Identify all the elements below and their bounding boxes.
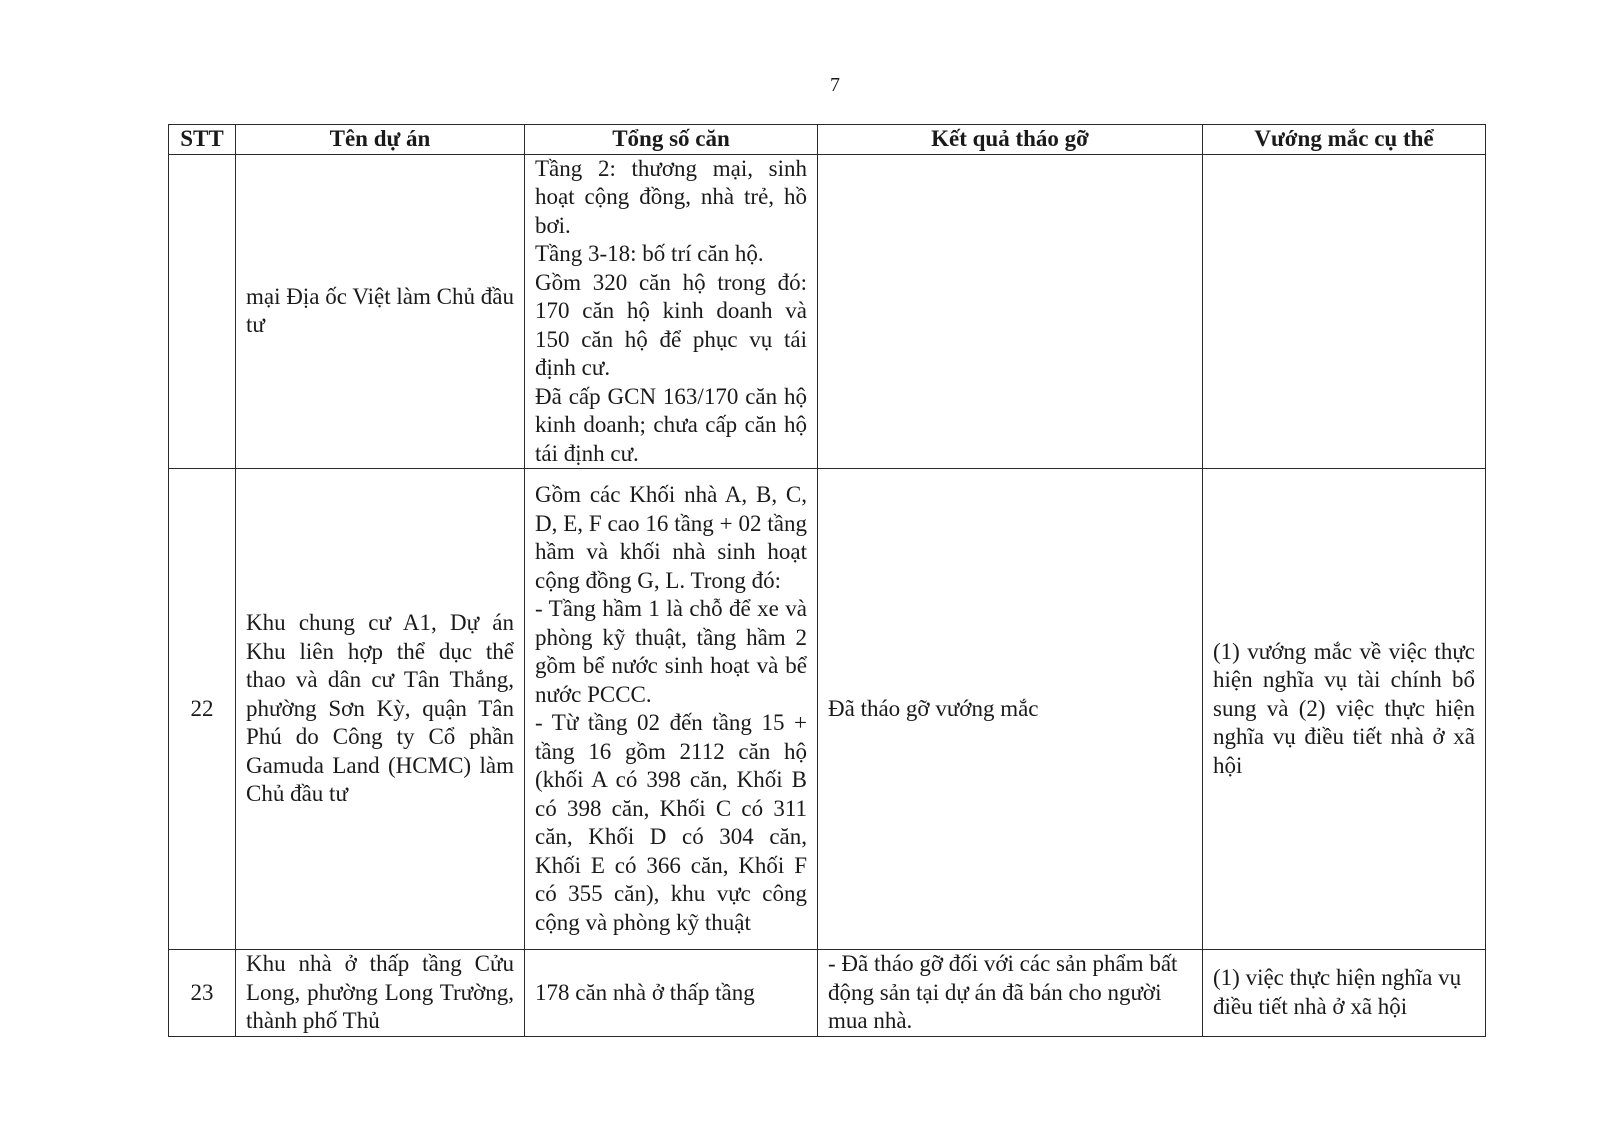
row-specific-issues: (1) việc thực hiện nghĩa vụ điều tiết nhà ở xã hội: [1203, 950, 1486, 1037]
table-header-row: [169, 125, 1486, 155]
row-total-units: [525, 469, 818, 950]
page-number: 7: [830, 74, 840, 96]
row-specific-issues: [1203, 154, 1486, 469]
projects-table: [168, 124, 1486, 1037]
total-units-line: Đã cấp GCN 163/170 căn hộ kinh doanh; chưa cấp căn hộ tái định cư.: [535, 383, 807, 466]
header-resolution-result: Kết quả tháo gỡ: [818, 125, 1203, 155]
total-units-line: Tầng 2: thương mại, sinh hoạt cộng đồng, nhà trẻ, hồ bơi.: [535, 155, 807, 238]
row-resolution-result: - Đã tháo gỡ đối với các sản phẩm bất động sản tại dự án đã bán cho người mua nhà.: [818, 950, 1203, 1037]
total-units-line: - Tầng hầm 1 là chỗ để xe và phòng kỹ thuật, tầng hầm 2 gồm bể nước sinh hoạt và bể nước PCCC.: [535, 596, 807, 707]
table-row: [169, 469, 1486, 950]
row-stt: 23: [169, 950, 236, 1037]
total-units-line: Gồm các Khối nhà A, B, C, D, E, F cao 16 tầng + 02 tầng hầm và khối nhà sinh hoạt cộng đồng G, L. Trong đó:: [535, 482, 807, 593]
row-total-units: 178 căn nhà ở thấp tầng: [525, 950, 818, 1037]
row-resolution-result: [818, 154, 1203, 469]
row-total-units: [525, 154, 818, 469]
project-name-text: Khu nhà ở thấp tầng Cửu Long, phường Long Trường, thành phố Thủ: [246, 951, 514, 1033]
row-resolution-result: Đã tháo gỡ vướng mắc: [818, 469, 1203, 950]
row-specific-issues: (1) vướng mắc về việc thực hiện nghĩa vụ tài chính bổ sung và (2) việc thực hiện nghĩa vụ điều tiết nhà ở xã hội: [1203, 469, 1486, 950]
table-row: [169, 154, 1486, 469]
table-row: [169, 950, 1486, 1037]
row-project-name: Khu chung cư A1, Dự án Khu liên hợp thể dục thể thao và dân cư Tân Thắng, phường Sơn Kỳ, quận Tân Phú do Công ty Cổ phần Gamuda Land (HCMC) làm Chủ đầu tư: [236, 469, 525, 950]
total-units-line: - Từ tầng 02 đến tầng 15 + tầng 16 gồm 2112 căn hộ (khối A có 398 căn, Khối B có 398 căn, Khối C có 311 căn, Khối D có 304 căn, Khối E có 366 căn, Khối F có 355 căn), khu vực công cộng và phòng kỹ thuật: [535, 710, 807, 935]
row-stt: [169, 154, 236, 469]
row-project-name: [236, 950, 525, 1037]
header-stt: STT: [169, 125, 236, 155]
row-project-name: mại Địa ốc Việt làm Chủ đầu tư: [236, 154, 525, 469]
header-project-name: Tên dự án: [236, 125, 525, 155]
header-total-units: Tổng số căn: [525, 125, 818, 155]
total-units-line: Tầng 3-18: bố trí căn hộ.: [535, 241, 764, 266]
total-units-line: Gồm 320 căn hộ trong đó: 170 căn hộ kinh doanh và 150 căn hộ để phục vụ tái định cư.: [535, 269, 807, 380]
header-specific-issues: Vướng mắc cụ thể: [1203, 125, 1486, 155]
row-stt: 22: [169, 469, 236, 950]
